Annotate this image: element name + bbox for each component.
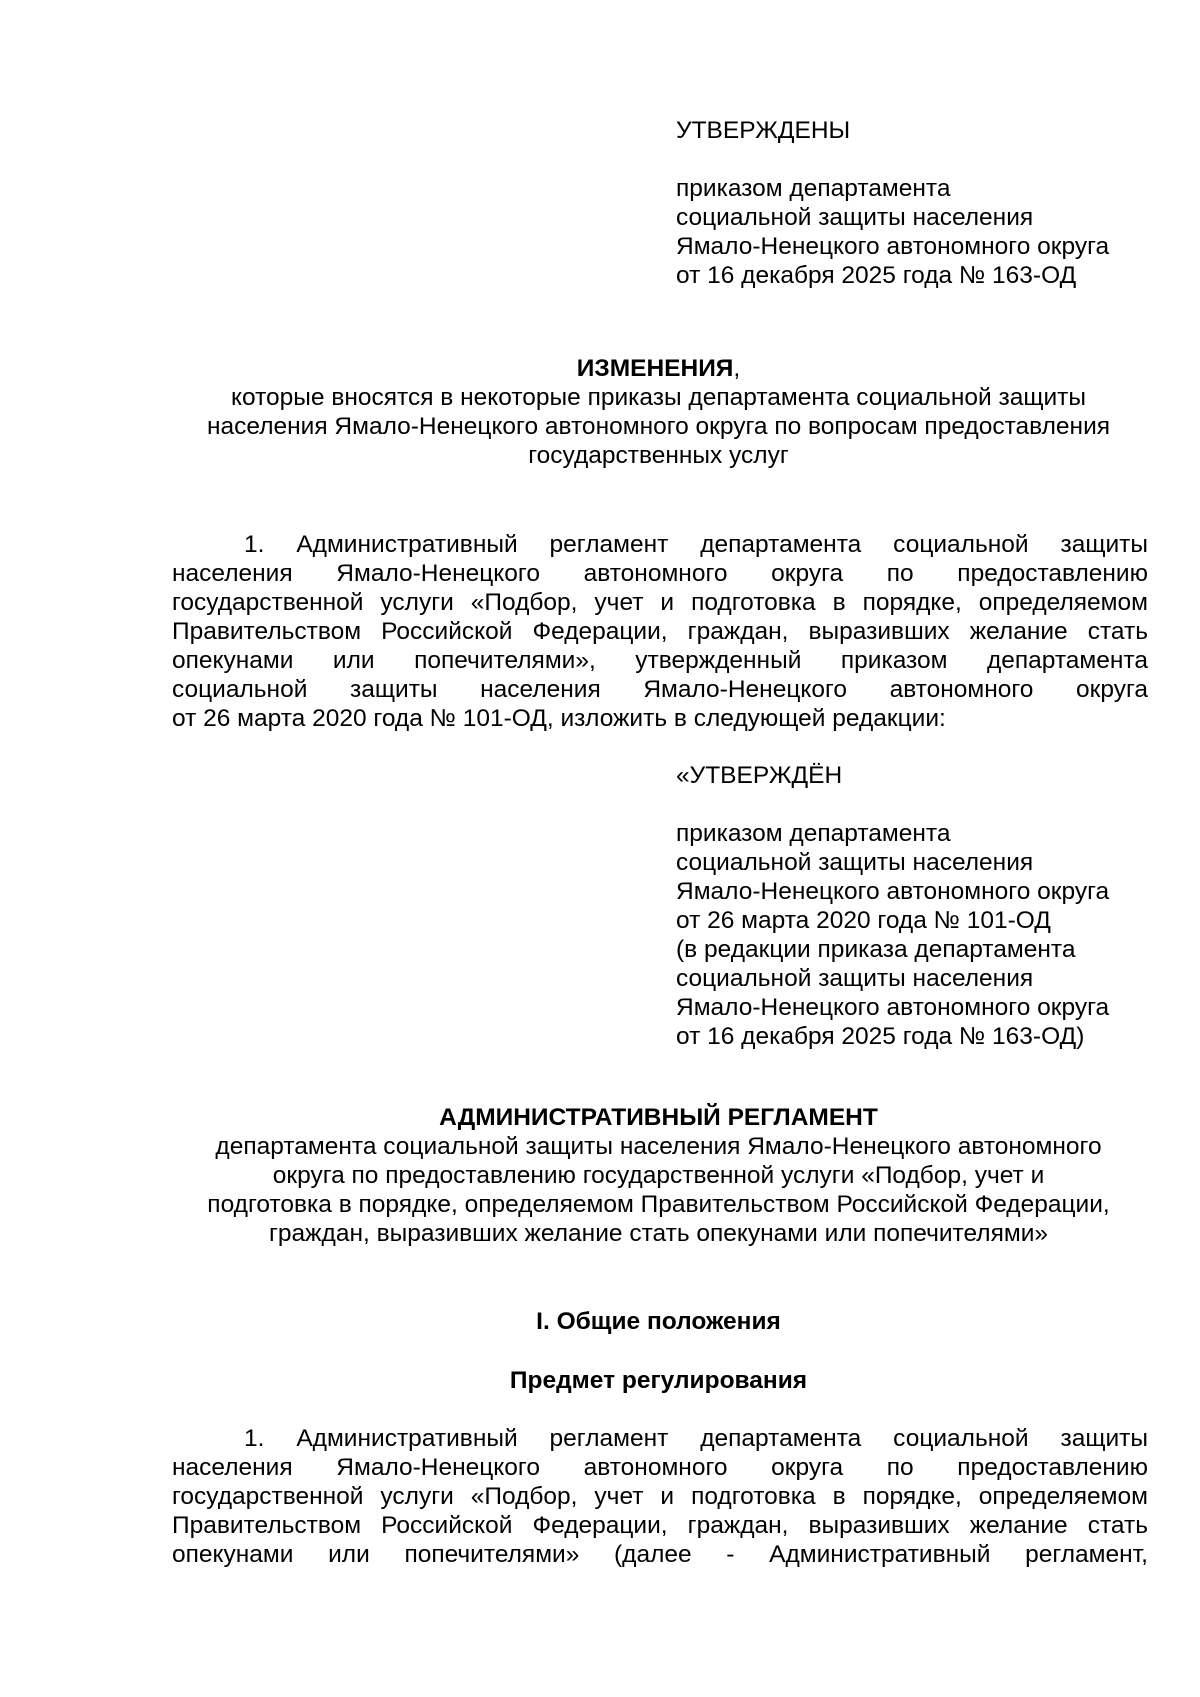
changes-heading: ИЗМЕНЕНИЯ bbox=[576, 355, 734, 382]
paragraph-2 bbox=[172, 1424, 1148, 1569]
approval-block-1 bbox=[676, 116, 1176, 290]
changes-title bbox=[170, 354, 1147, 470]
paragraph-line: от 26 марта 2020 года № 101-ОД, изложить в следующей редакции: bbox=[172, 705, 946, 732]
paragraph-line: опекунами или попечителями» (далее - Административный регламент, bbox=[172, 1541, 1148, 1568]
regulation-subtitle-line: граждан, выразивших желание стать опекунами или попечителями» bbox=[268, 1220, 1049, 1247]
regulation-subtitle-line: округа по предоставлению государственной услуги «Подбор, учет и bbox=[272, 1162, 1045, 1189]
approval-heading: «УТВЕРЖДЁН bbox=[676, 762, 843, 789]
approval-line: от 26 марта 2020 года № 101-ОД bbox=[676, 907, 1051, 934]
approval-line: Ямало-Ненецкого автономного округа bbox=[676, 233, 1110, 260]
approval-line: Ямало-Ненецкого автономного округа bbox=[676, 878, 1110, 905]
changes-subtitle-line: государственных услуг bbox=[528, 442, 789, 469]
section-subheading: Предмет регулирования bbox=[509, 1367, 808, 1394]
paragraph-1 bbox=[172, 530, 1148, 733]
regulation-title bbox=[170, 1103, 1147, 1248]
paragraph-line: Правительством Российской Федерации, граждан, выразивших желание стать bbox=[172, 618, 1148, 645]
approval-heading: УТВЕРЖДЕНЫ bbox=[676, 117, 851, 144]
changes-heading-line bbox=[170, 354, 1147, 383]
paragraph-line: населения Ямало-Ненецкого автономного округа по предоставлению bbox=[172, 1454, 1148, 1481]
approval-line: социальной защиты населения bbox=[676, 965, 1034, 992]
approval-line: (в редакции приказа департамента bbox=[676, 936, 1076, 963]
regulation-subtitle-line: подготовка в порядке, определяемом Правительством Российской Федерации, bbox=[207, 1191, 1110, 1218]
changes-subtitle-line: населения Ямало-Ненецкого автономного округа по вопросам предоставления bbox=[206, 413, 1111, 440]
paragraph-line: населения Ямало-Ненецкого автономного округа по предоставлению bbox=[172, 560, 1148, 587]
approval-line: приказом департамента bbox=[676, 175, 951, 202]
paragraph-line: 1. Административный регламент департамента социальной защиты bbox=[244, 1425, 1148, 1452]
paragraph-line: государственной услуги «Подбор, учет и подготовка в порядке, определяемом bbox=[172, 589, 1148, 616]
section-heading: I. Общие положения bbox=[536, 1308, 781, 1335]
approval-line: приказом департамента bbox=[676, 820, 951, 847]
paragraph-line: опекунами или попечителями», утвержденный приказом департамента bbox=[172, 647, 1148, 674]
approval-line: Ямало-Ненецкого автономного округа bbox=[676, 994, 1110, 1021]
paragraph-line: Правительством Российской Федерации, граждан, выразивших желание стать bbox=[172, 1512, 1148, 1539]
approval-block-2 bbox=[676, 761, 1176, 1051]
regulation-heading: АДМИНИСТРАТИВНЫЙ РЕГЛАМЕНТ bbox=[439, 1104, 878, 1131]
paragraph-line: социальной защиты населения Ямало-Ненецкого автономного округа bbox=[172, 676, 1148, 703]
approval-line: социальной защиты населения bbox=[676, 204, 1034, 231]
paragraph-line: государственной услуги «Подбор, учет и подготовка в порядке, определяемом bbox=[172, 1483, 1148, 1510]
changes-heading-suffix: , bbox=[733, 355, 741, 382]
regulation-subtitle-line: департамента социальной защиты населения Ямало-Ненецкого автономного bbox=[215, 1133, 1102, 1160]
approval-line: социальной защиты населения bbox=[676, 849, 1034, 876]
approval-line: от 16 декабря 2025 года № 163-ОД) bbox=[676, 1023, 1085, 1050]
approval-line: от 16 декабря 2025 года № 163-ОД bbox=[676, 262, 1077, 289]
paragraph-line: 1. Административный регламент департамента социальной защиты bbox=[244, 531, 1148, 558]
changes-subtitle-line: которые вносятся в некоторые приказы департамента социальной защиты bbox=[231, 384, 1086, 411]
